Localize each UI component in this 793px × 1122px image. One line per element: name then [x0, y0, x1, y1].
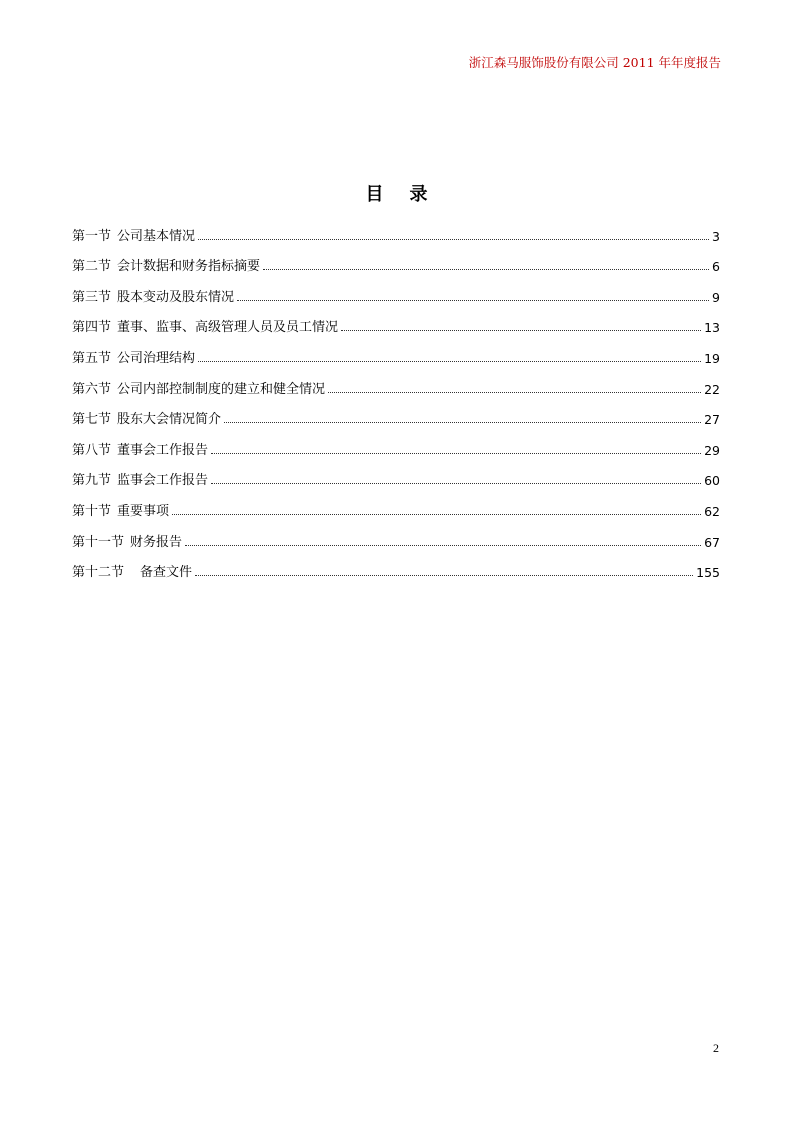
- dot-leader: [198, 238, 709, 240]
- toc-entry-section: 第二节: [72, 259, 112, 275]
- toc-entry-section: 第三节: [72, 289, 112, 305]
- dot-leader: [195, 574, 693, 576]
- toc-entry-name: 董事会工作报告: [117, 442, 209, 458]
- dot-leader: [185, 544, 701, 546]
- toc-entry-section: 第八节: [72, 442, 112, 458]
- dot-leader: [328, 391, 701, 393]
- toc-entry-section: 第六节: [72, 381, 112, 397]
- toc-entry[interactable]: [72, 550, 720, 581]
- dot-leader: [211, 482, 701, 484]
- toc-entry-page: 60: [704, 473, 720, 489]
- toc-entry-name: 公司内部控制制度的建立和健全情况: [117, 381, 326, 397]
- toc-entry-name: 公司治理结构: [117, 350, 196, 366]
- toc-entry[interactable]: [72, 488, 720, 519]
- toc-entry[interactable]: [72, 335, 720, 366]
- toc-entry-name: 监事会工作报告: [117, 473, 209, 489]
- toc-entry-section: 第四节: [72, 320, 112, 336]
- toc-entry-name: 公司基本情况: [117, 228, 196, 244]
- toc-entry-section: 第七节: [72, 412, 112, 428]
- toc-entry[interactable]: [72, 274, 720, 305]
- dot-leader: [198, 360, 701, 362]
- toc-entry-page: 13: [704, 320, 720, 336]
- toc-entry-page: 19: [704, 350, 720, 366]
- toc-entry-name: 股东大会情况简介: [117, 412, 222, 428]
- toc-entry[interactable]: [72, 244, 720, 275]
- toc-entry-section: 第一节: [72, 228, 112, 244]
- toc-entry[interactable]: [72, 458, 720, 489]
- toc-entry-name: 会计数据和财务指标摘要: [117, 259, 261, 275]
- toc-entry-section: 第十节: [72, 503, 112, 519]
- table-of-contents: [72, 213, 720, 580]
- dot-leader: [341, 329, 701, 331]
- toc-entry-name: 备查文件: [140, 565, 193, 581]
- toc-entry-name: 董事、监事、高级管理人员及员工情况: [117, 320, 339, 336]
- toc-title: [0, 180, 793, 206]
- toc-entry-section: 第五节: [72, 350, 112, 366]
- report-header: 浙江森马服饰股份有限公司 2011 年年度报告: [468, 55, 721, 70]
- toc-entry[interactable]: [72, 366, 720, 397]
- toc-entry-name: 重要事项: [117, 503, 170, 519]
- toc-entry-page: 62: [704, 503, 720, 519]
- dot-leader: [263, 268, 709, 270]
- toc-entry-page: 3: [712, 228, 720, 244]
- toc-entry-page: 6: [712, 259, 720, 275]
- toc-entry[interactable]: [72, 397, 720, 428]
- toc-entry-page: 9: [712, 289, 720, 305]
- page-number: 2: [713, 1041, 719, 1055]
- toc-entry-name: 股本变动及股东情况: [117, 289, 235, 305]
- toc-title-part2: 录: [409, 184, 428, 205]
- dot-leader: [224, 421, 701, 423]
- dot-leader: [237, 299, 709, 301]
- toc-title-part1: 目: [365, 184, 384, 205]
- toc-entry-page: 22: [704, 381, 720, 397]
- toc-entry[interactable]: [72, 213, 720, 244]
- toc-entry-name: 财务报告: [130, 534, 183, 550]
- toc-entry-page: 27: [704, 412, 720, 428]
- toc-entry-page: 155: [696, 565, 720, 581]
- toc-entry[interactable]: [72, 427, 720, 458]
- toc-entry[interactable]: [72, 305, 720, 336]
- toc-entry-page: 67: [704, 534, 720, 550]
- dot-leader: [211, 452, 701, 454]
- dot-leader: [172, 513, 701, 515]
- toc-entry-page: 29: [704, 442, 720, 458]
- toc-entry-section: 第十二节: [72, 565, 125, 581]
- toc-entry[interactable]: [72, 519, 720, 550]
- toc-entry-section: 第九节: [72, 473, 112, 489]
- toc-entry-section: 第十一节: [72, 534, 125, 550]
